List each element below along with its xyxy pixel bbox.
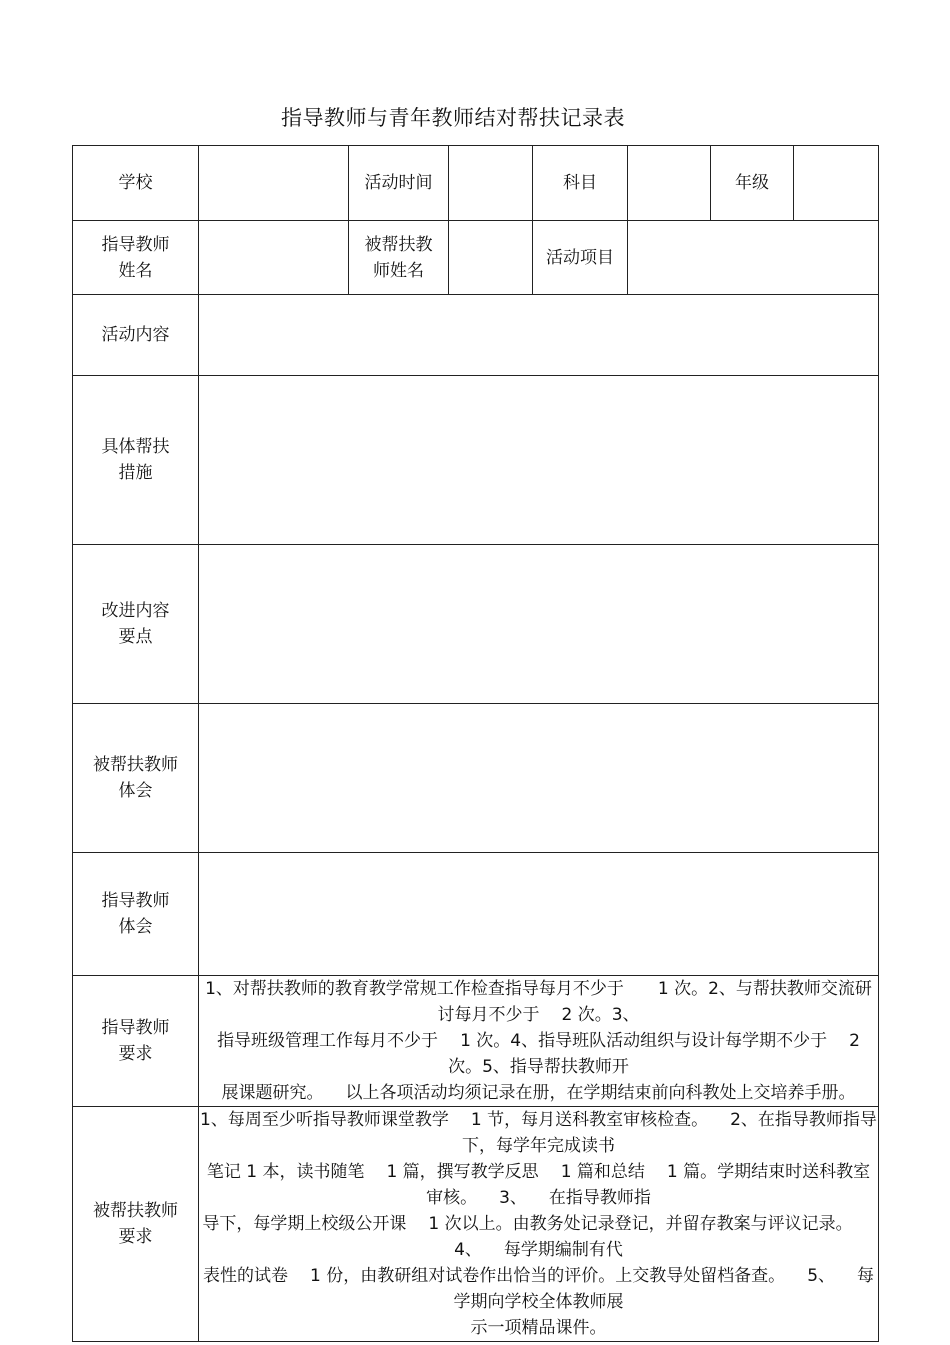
mentor-reflection-label-line1: 指导教师 (101, 891, 170, 911)
mentor-name-label (73, 221, 199, 295)
mentee-name-label-line1: 被帮扶教 (364, 234, 433, 255)
grade-field[interactable] (794, 146, 879, 221)
activity-content-field[interactable] (199, 295, 879, 376)
activity-content-label: 活动内容 (73, 295, 199, 376)
mentee-requirements-text: 1、每周至少听指导教师课堂教学 1 节，每月送科教室审核检查。 2、在指导教师指导下，每学年完成读书 笔记 1 本，读书随笔 1 篇，撰写教学反思 1 篇和总结 1 篇。学期结束时送科教室审核。 3、 在指导教师指 导下，每学期上校级公开课 1 次以上。由教务处记录登记，并留存教案与评议记录。4、 每学期编制有代 表性的试卷 1 份，由教研组对试卷作出恰当的评价。上交教导处留档备查。 5、 每学期向学校全体教师展 示一项精品课件。 (199, 1107, 879, 1342)
mentee-requirements-label-line2: 要求 (118, 1227, 153, 1247)
improvement-label-line2: 要点 (118, 627, 153, 647)
row-mentor-requirements (73, 976, 879, 1107)
school-label: 学校 (73, 146, 199, 221)
record-form-table (72, 145, 879, 1342)
mentor-name-label-line2: 姓名 (118, 260, 153, 281)
mentor-requirements-label (73, 976, 199, 1107)
subject-label: 科目 (533, 146, 628, 221)
mentor-reflection-label-line2: 体会 (118, 917, 153, 937)
mentee-reflection-field[interactable] (199, 704, 879, 853)
mentor-requirements-label-line1: 指导教师 (101, 1018, 170, 1038)
form-title: 指导教师与青年教师结对帮扶记录表 (281, 106, 625, 130)
row-basic-info (73, 146, 879, 221)
mentee-requirements-label-line1: 被帮扶教师 (93, 1201, 178, 1221)
measures-label-line2: 措施 (118, 463, 153, 483)
mentor-name-label-line1: 指导教师 (101, 234, 170, 255)
row-measures (73, 376, 879, 545)
mentee-name-field[interactable] (449, 221, 533, 295)
row-names (73, 221, 879, 295)
row-mentee-requirements (73, 1107, 879, 1342)
improvement-label-line1: 改进内容 (101, 601, 170, 621)
mentee-name-label (349, 221, 449, 295)
mentee-reflection-label-line2: 体会 (118, 781, 153, 801)
mentee-name-label-line2: 师姓名 (373, 260, 424, 281)
mentor-reflection-label (73, 853, 199, 976)
school-field[interactable] (199, 146, 349, 221)
mentee-reflection-label-line1: 被帮扶教师 (93, 755, 178, 775)
measures-label-line1: 具体帮扶 (101, 437, 170, 457)
grade-label: 年级 (711, 146, 794, 221)
improvement-field[interactable] (199, 545, 879, 704)
row-activity-content (73, 295, 879, 376)
improvement-label (73, 545, 199, 704)
row-mentor-reflection (73, 853, 879, 976)
subject-field[interactable] (628, 146, 711, 221)
measures-field[interactable] (199, 376, 879, 545)
activity-time-label: 活动时间 (349, 146, 449, 221)
measures-label (73, 376, 199, 545)
mentee-requirements-label (73, 1107, 199, 1342)
mentor-name-field[interactable] (199, 221, 349, 295)
mentor-reflection-field[interactable] (199, 853, 879, 976)
mentee-reflection-label (73, 704, 199, 853)
activity-time-field[interactable] (449, 146, 533, 221)
mentor-requirements-label-line2: 要求 (118, 1044, 153, 1064)
activity-project-field[interactable] (628, 221, 879, 295)
row-mentee-reflection (73, 704, 879, 853)
mentor-requirements-text: 1、对帮扶教师的教育教学常规工作检查指导每月不少于 1 次。2、与帮扶教师交流研讨每月不少于 2 次。3、 指导班级管理工作每月不少于 1 次。4、指导班队活动组织与设计每学期不少于 2 次。5、指导帮扶教师开 展课题研究。 以上各项活动均须记录在册，在学期结束前向科教处上交培养手册。 (199, 976, 879, 1107)
row-improvement (73, 545, 879, 704)
activity-project-label: 活动项目 (533, 221, 628, 295)
